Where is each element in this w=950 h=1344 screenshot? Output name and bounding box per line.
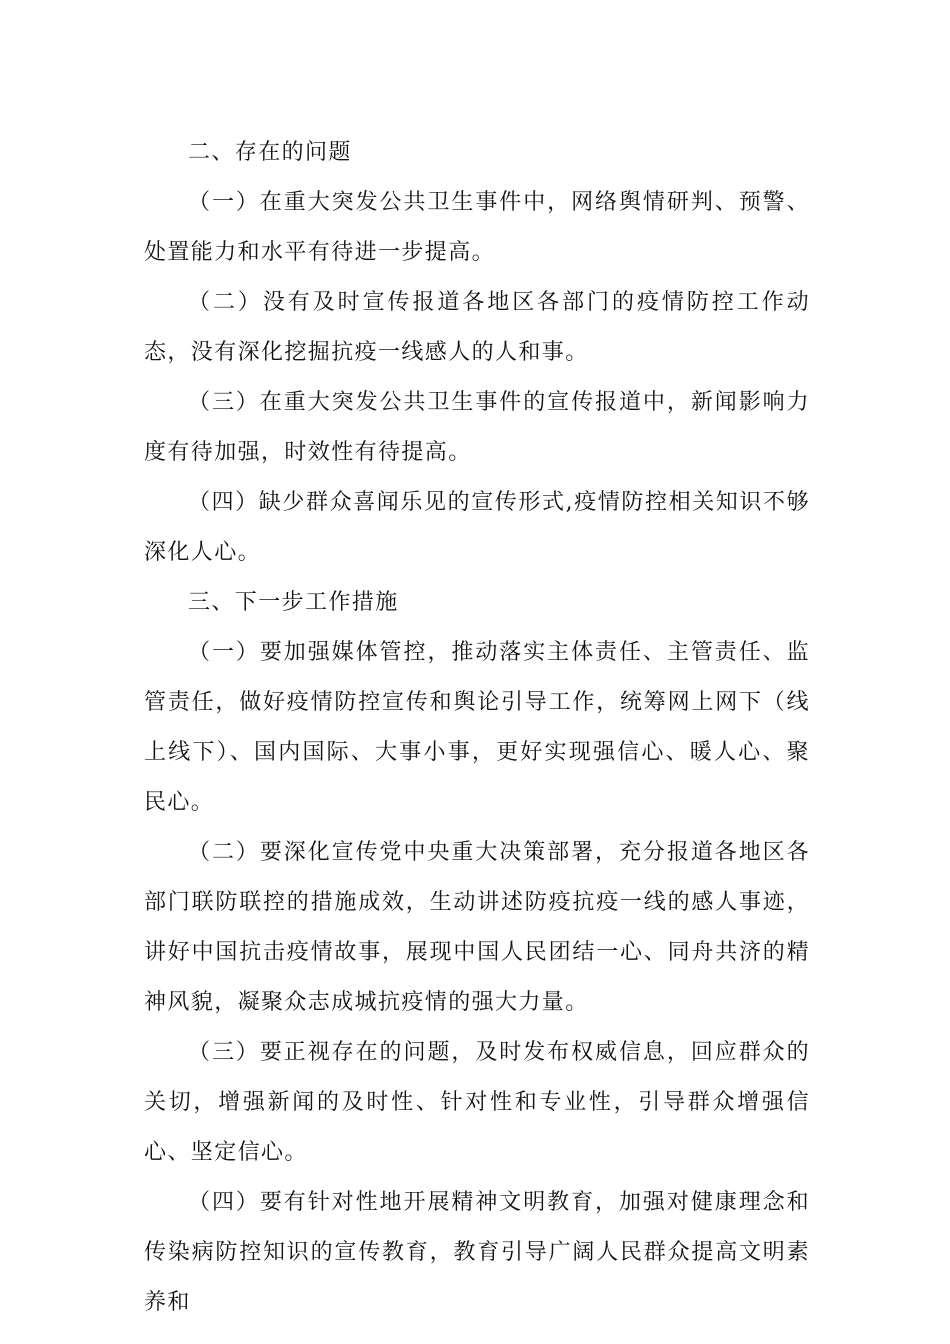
measure-paragraph-1: （一）要加强媒体管控，推动落实主体责任、主管责任、监管责任，做好疫情防控宣传和舆论引导工作，统筹网上网下（线上线下）、国内国际、大事小事，更好实现强信心、暖人心、聚民心。 <box>144 640 810 815</box>
problem-paragraph-3: （三）在重大突发公共卫生事件的宣传报道中，新闻影响力度有待加强，时效性有待提高。 <box>144 390 810 465</box>
section-heading-next-steps: 三、下一步工作措施 <box>188 590 399 615</box>
problem-paragraph-4: （四）缺少群众喜闻乐见的宣传形式,疫情防控相关知识不够深化人心。 <box>144 490 810 565</box>
problem-paragraph-1: （一）在重大突发公共卫生事件中，网络舆情研判、预警、处置能力和水平有待进一步提高。 <box>144 190 810 265</box>
measure-paragraph-2: （二）要深化宣传党中央重大决策部署，充分报道各地区各部门联防联控的措施成效，生动讲述防疫抗疫一线的感人事迹，讲好中国抗击疫情故事，展现中国人民团结一心、同舟共济的精神风貌，凝聚众志成城抗疫情的强大力量。 <box>144 840 810 1015</box>
section-heading-problems: 二、存在的问题 <box>188 140 352 165</box>
problem-paragraph-2: （二）没有及时宣传报道各地区各部门的疫情防控工作动态，没有深化挖掘抗疫一线感人的人和事。 <box>144 290 810 365</box>
document-body <box>144 128 810 1328</box>
measure-paragraph-3: （三）要正视存在的问题，及时发布权威信息，回应群众的关切，增强新闻的及时性、针对性和专业性，引导群众增强信心、坚定信心。 <box>144 1040 810 1165</box>
measure-paragraph-4: （四）要有针对性地开展精神文明教育，加强对健康理念和传染病防控知识的宣传教育，教育引导广阔人民群众提高文明素养和 <box>144 1190 810 1315</box>
